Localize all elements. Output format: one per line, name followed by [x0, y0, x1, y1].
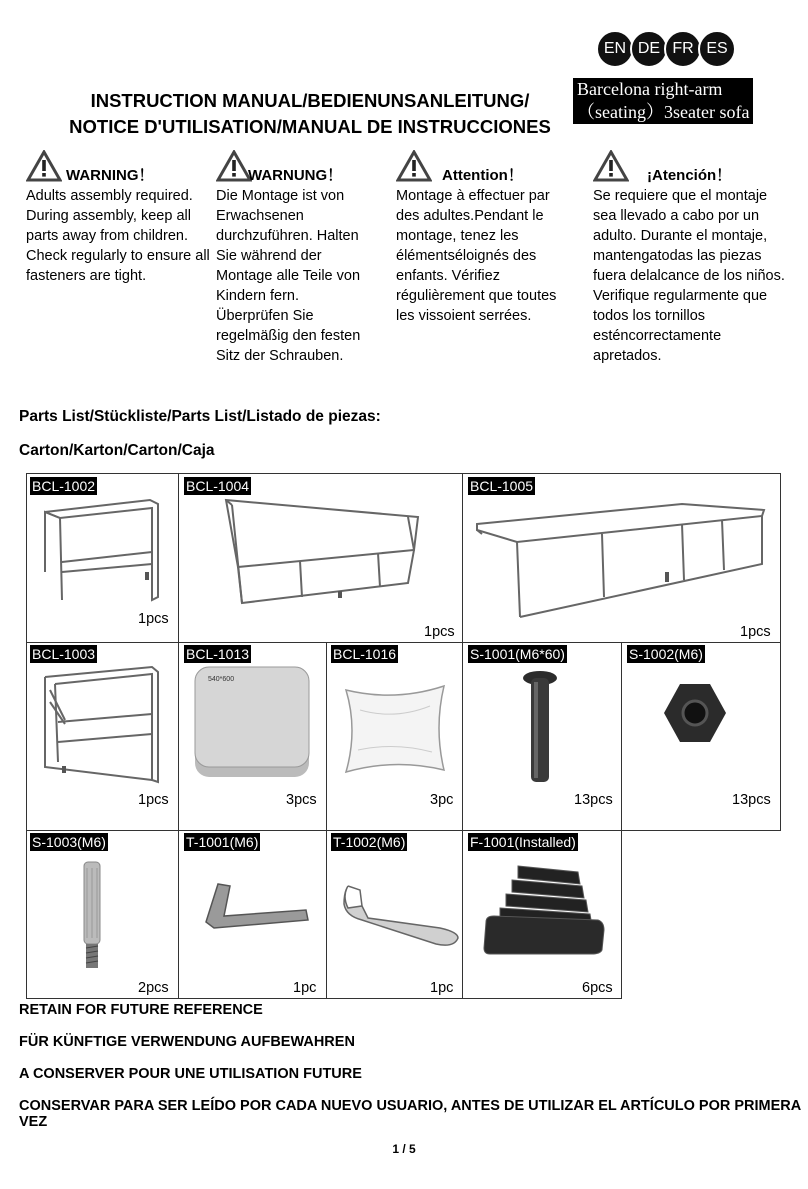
furniture-feet-illustration [482, 858, 606, 958]
warning-text-fr: Montage à effectuer par des adultes.Pendant le montage, tenez les élémentséloignés des enfants. Vérifiez régulièrement que toutes les vissoient serrées. [396, 188, 557, 324]
parts-list-heading: Parts List/Stückliste/Parts List/Listado de piezas: [19, 408, 381, 425]
part-label-bcl-1013: BCL-1013 [186, 646, 250, 662]
part-label-bcl-1016: BCL-1016 [333, 646, 397, 662]
allen-key-illustration [200, 878, 315, 938]
wrench-icon [340, 878, 462, 950]
footer-retain-fr: A CONSERVER POUR UNE UTILISATION FUTURE [19, 1066, 362, 1082]
part-qty-s-1001: 13pcs [574, 792, 613, 808]
base-frame-illustration [472, 492, 772, 622]
back-frame-illustration [218, 495, 423, 605]
part-label-bcl-1002: BCL-1002 [32, 478, 96, 494]
title-line1: INSTRUCTION MANUAL/BEDIENUNSANLEITUNG/ [90, 90, 530, 111]
lang-badge-fr: FR [664, 30, 702, 68]
warning-text-es: Se requiere que el montaje sea llevado a cabo por un adulto. Durante el montaje, mantengatodas las piezas fuera delalcance de los niños. Verifique regularmente que todos los tornillos esténcorrectamente apretados. [593, 188, 785, 364]
connector-bolt-illustration [72, 858, 112, 973]
part-qty-bcl-1005: 1pcs [740, 624, 771, 640]
part-label-bcl-1004: BCL-1004 [186, 478, 250, 494]
carton-heading: Carton/Karton/Carton/Caja [19, 442, 215, 459]
lang-badge-es: ES [698, 30, 736, 68]
part-qty-bcl-1016: 3pc [430, 792, 454, 808]
warning-text-en: Adults assembly required. During assembly, keep all parts away from children. Check regularly to ensure all fasteners are tight. [26, 188, 210, 284]
footer-retain-de: FÜR KÜNFTIGE VERWENDUNG AUFBEWAHREN [19, 1034, 355, 1050]
part-qty-bcl-1002: 1pcs [138, 611, 169, 627]
part-label-f-1001: F-1001(Installed) [470, 834, 576, 850]
warning-heading-es: ¡Atención！ [647, 167, 732, 184]
cushion-size-text: 540*600 [208, 676, 235, 683]
part-label-bcl-1003: BCL-1003 [32, 646, 96, 662]
warning-heading-fr: Attention！ [442, 167, 523, 184]
pillow-illustration [340, 680, 450, 775]
product-name-line1: Barcelona right-arm [577, 79, 723, 99]
part-qty-t-1001: 1pc [293, 980, 317, 996]
nut-illustration [660, 678, 730, 748]
part-qty-f-1001: 6pcs [582, 980, 613, 996]
part-label-t-1002: T-1002(M6) [333, 834, 406, 850]
frame-side-illustration [40, 492, 170, 607]
lang-badge-de: DE [630, 30, 668, 68]
part-label-bcl-1005: BCL-1005 [470, 478, 534, 494]
footer-retain-es: CONSERVAR PARA SER LEÍDO POR CADA NUEVO USUARIO, ANTES DE UTILIZAR EL ARTÍCULO POR PRIMERA VEZ [19, 1098, 801, 1130]
part-label-t-1001: T-1001(M6) [186, 834, 259, 850]
part-qty-s-1003: 2pcs [138, 980, 169, 996]
warning-heading-de: WARNUNG！ [248, 167, 343, 184]
part-qty-bcl-1013: 3pcs [286, 792, 317, 808]
lang-badge-en: EN [596, 30, 634, 68]
title-line2: NOTICE D'UTILISATION/MANUAL DE INSTRUCCIONES [69, 116, 551, 137]
page-number: 1 / 5 [392, 1142, 416, 1156]
part-qty-t-1002: 1pc [430, 980, 454, 996]
seat-cushion-illustration [192, 664, 314, 782]
product-name-line2: （seating）3seater sofa [577, 102, 750, 122]
part-label-s-1001: S-1001(M6*60) [470, 646, 565, 662]
frame-arm-illustration [40, 662, 165, 787]
part-qty-s-1002: 13pcs [732, 792, 771, 808]
bolt-illustration [510, 668, 570, 786]
part-label-s-1003: S-1003(M6) [32, 834, 106, 850]
part-qty-bcl-1003: 1pcs [138, 792, 169, 808]
part-label-s-1002: S-1002(M6) [629, 646, 703, 662]
part-qty-bcl-1004: 1pcs [424, 624, 455, 640]
warning-text-de: Die Montage ist von Erwachsenen durchzuführen. Halten Sie während der Montage alle Teile von Kindern fern. Überprüfen Sie regelmäßig den festen Sitz der Schrauben. [216, 188, 361, 364]
footer-retain-en: RETAIN FOR FUTURE REFERENCE [19, 1002, 263, 1018]
warning-heading-en: WARNING！ [66, 167, 154, 184]
